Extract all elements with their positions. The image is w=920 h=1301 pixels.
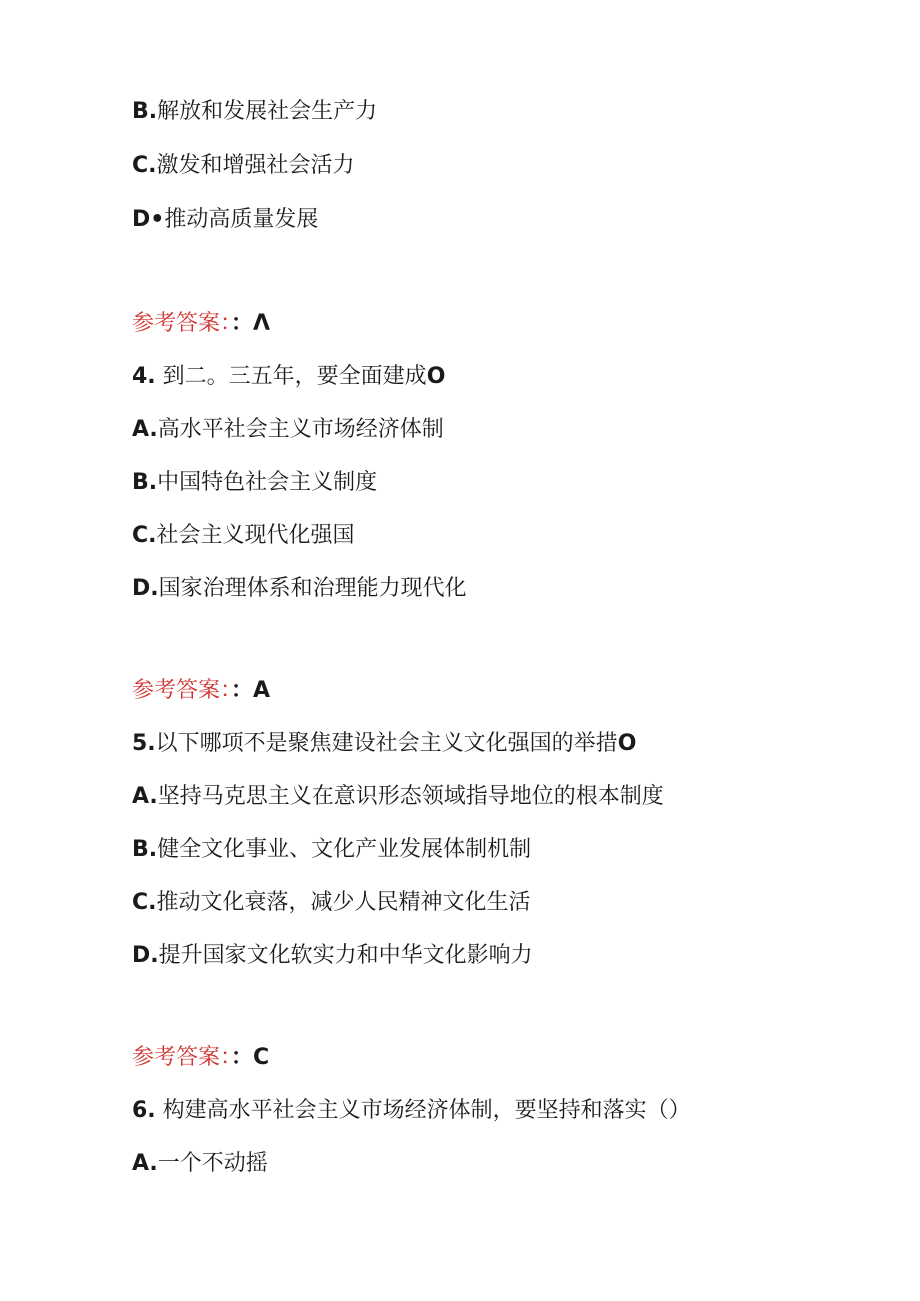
- q6-option-a: A.一个不动摇: [132, 1151, 268, 1176]
- q5-stem: 5.以下哪项不是聚焦建设社会主义文化强国的举措O: [132, 731, 637, 756]
- answer-value: ：A: [231, 678, 271, 703]
- q4-stem: 4. 到二。三五年，要全面建成O: [132, 364, 446, 389]
- q3-option-d: D•推动高质量发展: [132, 207, 319, 232]
- q5-option-b: B.健全文化事业、文化产业发展体制机制: [132, 837, 532, 862]
- answer-value: ：C: [231, 1045, 270, 1070]
- q5-answer: [132, 1043, 269, 1073]
- q3-option-c: C.激发和增强社会活力: [132, 153, 355, 178]
- q6-stem: 6. 构建高水平社会主义市场经济体制，要坚持和落实（）: [132, 1098, 691, 1123]
- q5-option-a: A.坚持马克思主义在意识形态领域指导地位的根本制度: [132, 784, 664, 809]
- q4-option-a: A.高水平社会主义市场经济体制: [132, 417, 444, 442]
- answer-value: ：Λ: [231, 311, 271, 336]
- q5-option-c: C.推动文化衰落，减少人民精神文化生活: [132, 890, 531, 915]
- answer-label: 参考答案：: [132, 678, 232, 703]
- answer-label: 参考答案：: [132, 1045, 232, 1070]
- q4-option-c: C.社会主义现代化强国: [132, 523, 355, 548]
- answer-label: 参考答案：: [132, 311, 232, 336]
- q3-answer: [132, 309, 270, 339]
- q4-answer: [132, 676, 270, 706]
- q3-option-b: B.解放和发展社会生产力: [132, 99, 378, 124]
- q4-option-d: D.国家治理体系和治理能力现代化: [132, 576, 467, 601]
- q5-option-d: D.提升国家文化软实力和中华文化影响力: [132, 943, 533, 968]
- q4-option-b: B.中国特色社会主义制度: [132, 470, 378, 495]
